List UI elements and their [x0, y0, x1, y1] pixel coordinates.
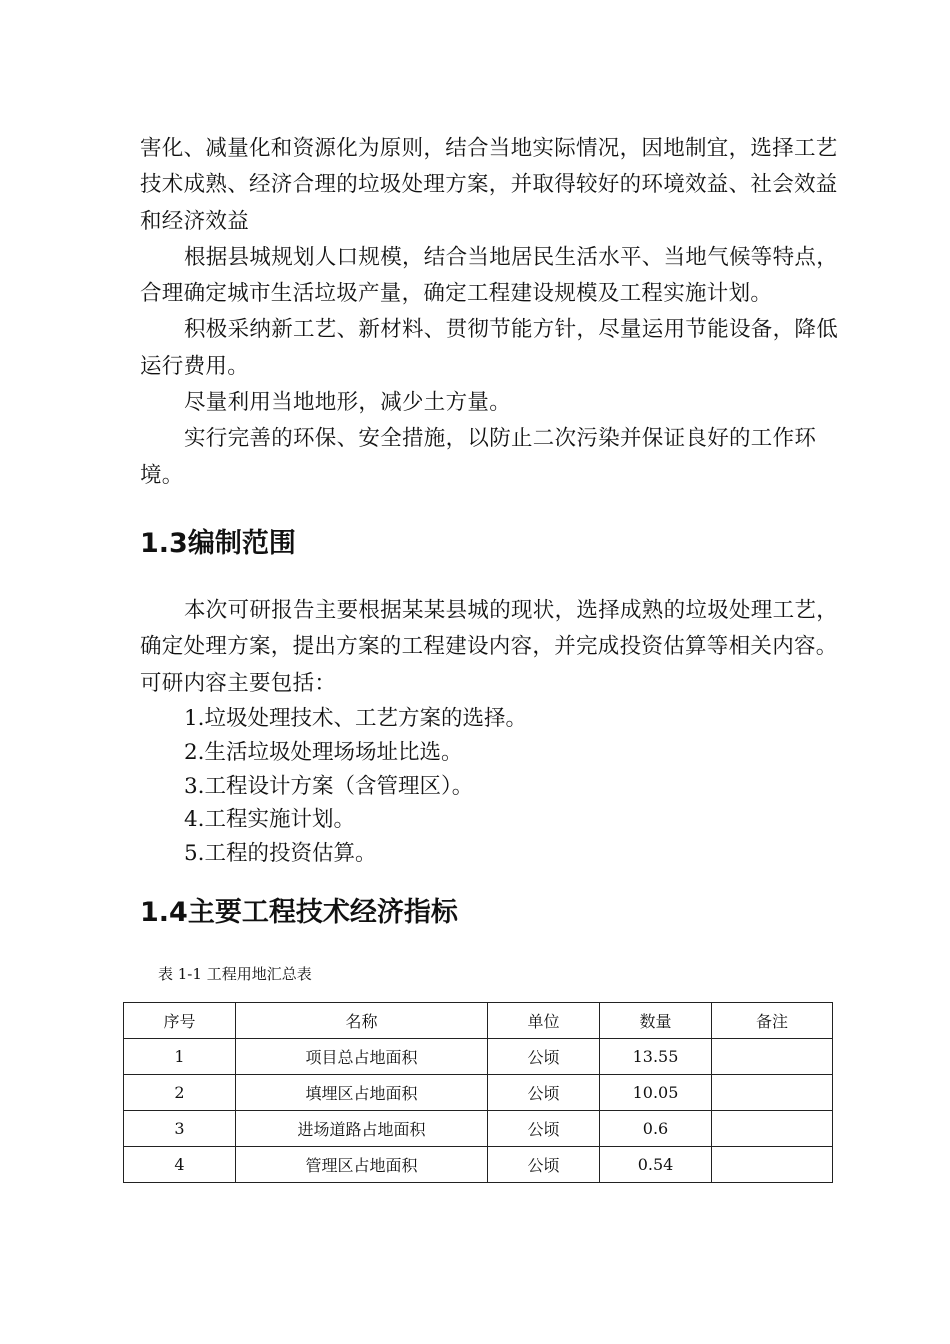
table-cell: 1 — [124, 1039, 236, 1075]
table-cell: 填埋区占地面积 — [236, 1075, 488, 1111]
table-cell: 公顷 — [488, 1111, 600, 1147]
paragraph-terrain: 尽量利用当地地形，减少土方量。 — [184, 390, 512, 416]
table-cell: 4 — [124, 1147, 236, 1183]
header-cell-name: 名称 — [236, 1003, 488, 1039]
table-row — [124, 1147, 833, 1183]
table-cell: 项目总占地面积 — [236, 1039, 488, 1075]
list-item: 2.生活垃圾处理场场址比选。 — [184, 739, 463, 765]
table-cell: 3 — [124, 1111, 236, 1147]
intro-text — [140, 131, 852, 494]
table-caption: 表 1-1 工程用地汇总表 — [158, 965, 312, 983]
paragraph-energy: 积极采纳新工艺、新材料、贯彻节能方针，尽量运用节能设备，降低运行费用。 — [140, 317, 839, 379]
table-cell: 公顷 — [488, 1039, 600, 1075]
land-use-table — [123, 1002, 833, 1183]
list-item: 1.垃圾处理技术、工艺方案的选择。 — [184, 706, 528, 731]
paragraph-environment: 实行完善的环保、安全措施，以防止二次污染并保证良好的工作环境。 — [140, 426, 817, 488]
header-cell-quantity: 数量 — [600, 1003, 712, 1039]
table-cell: 公顷 — [488, 1147, 600, 1183]
scope-text — [140, 593, 852, 702]
table-cell: 0.54 — [600, 1147, 712, 1183]
table-cell — [712, 1075, 833, 1111]
table-row — [124, 1039, 833, 1075]
table-cell — [712, 1111, 833, 1147]
table-cell: 管理区占地面积 — [236, 1147, 488, 1183]
scope-list — [184, 702, 527, 871]
list-item: 4.工程实施计划。 — [184, 807, 356, 833]
table-cell: 公顷 — [488, 1075, 600, 1111]
header-cell-unit: 单位 — [488, 1003, 600, 1039]
table-row — [124, 1075, 833, 1111]
paragraph-scale: 根据县城规划人口规模，结合当地居民生活水平、当地气候等特点，合理确定城市生活垃圾产量，确定工程建设规模及工程实施计划。 — [140, 244, 839, 307]
paragraph-scope: 本次可研报告主要根据某某县城的现状，选择成熟的垃圾处理工艺，确定处理方案，提出方案的工程建设内容，并完成投资估算等相关内容。可研内容主要包括： — [140, 598, 839, 696]
list-item: 3.工程设计方案（含管理区）。 — [184, 773, 474, 799]
section-heading-1-3: 1.3编制范围 — [140, 528, 296, 559]
header-cell-remark: 备注 — [712, 1003, 833, 1039]
list-item: 5.工程的投资估算。 — [184, 841, 377, 867]
table-cell: 进场道路占地面积 — [236, 1111, 488, 1147]
table-cell: 0.6 — [600, 1111, 712, 1147]
header-cell-index: 序号 — [124, 1003, 236, 1039]
table-cell — [712, 1039, 833, 1075]
table-cell: 10.05 — [600, 1075, 712, 1111]
section-heading-1-4: 1.4主要工程技术经济指标 — [140, 897, 458, 928]
table-cell: 13.55 — [600, 1039, 712, 1075]
table-row — [124, 1111, 833, 1147]
paragraph-continued: 害化、减量化和资源化为原则，结合当地实际情况，因地制宜，选择工艺技术成熟、经济合理的垃圾处理方案，并取得较好的环境效益、社会效益和经济效益 — [140, 136, 838, 234]
table-header-row — [124, 1003, 833, 1039]
table-cell — [712, 1147, 833, 1183]
table-cell: 2 — [124, 1075, 236, 1111]
